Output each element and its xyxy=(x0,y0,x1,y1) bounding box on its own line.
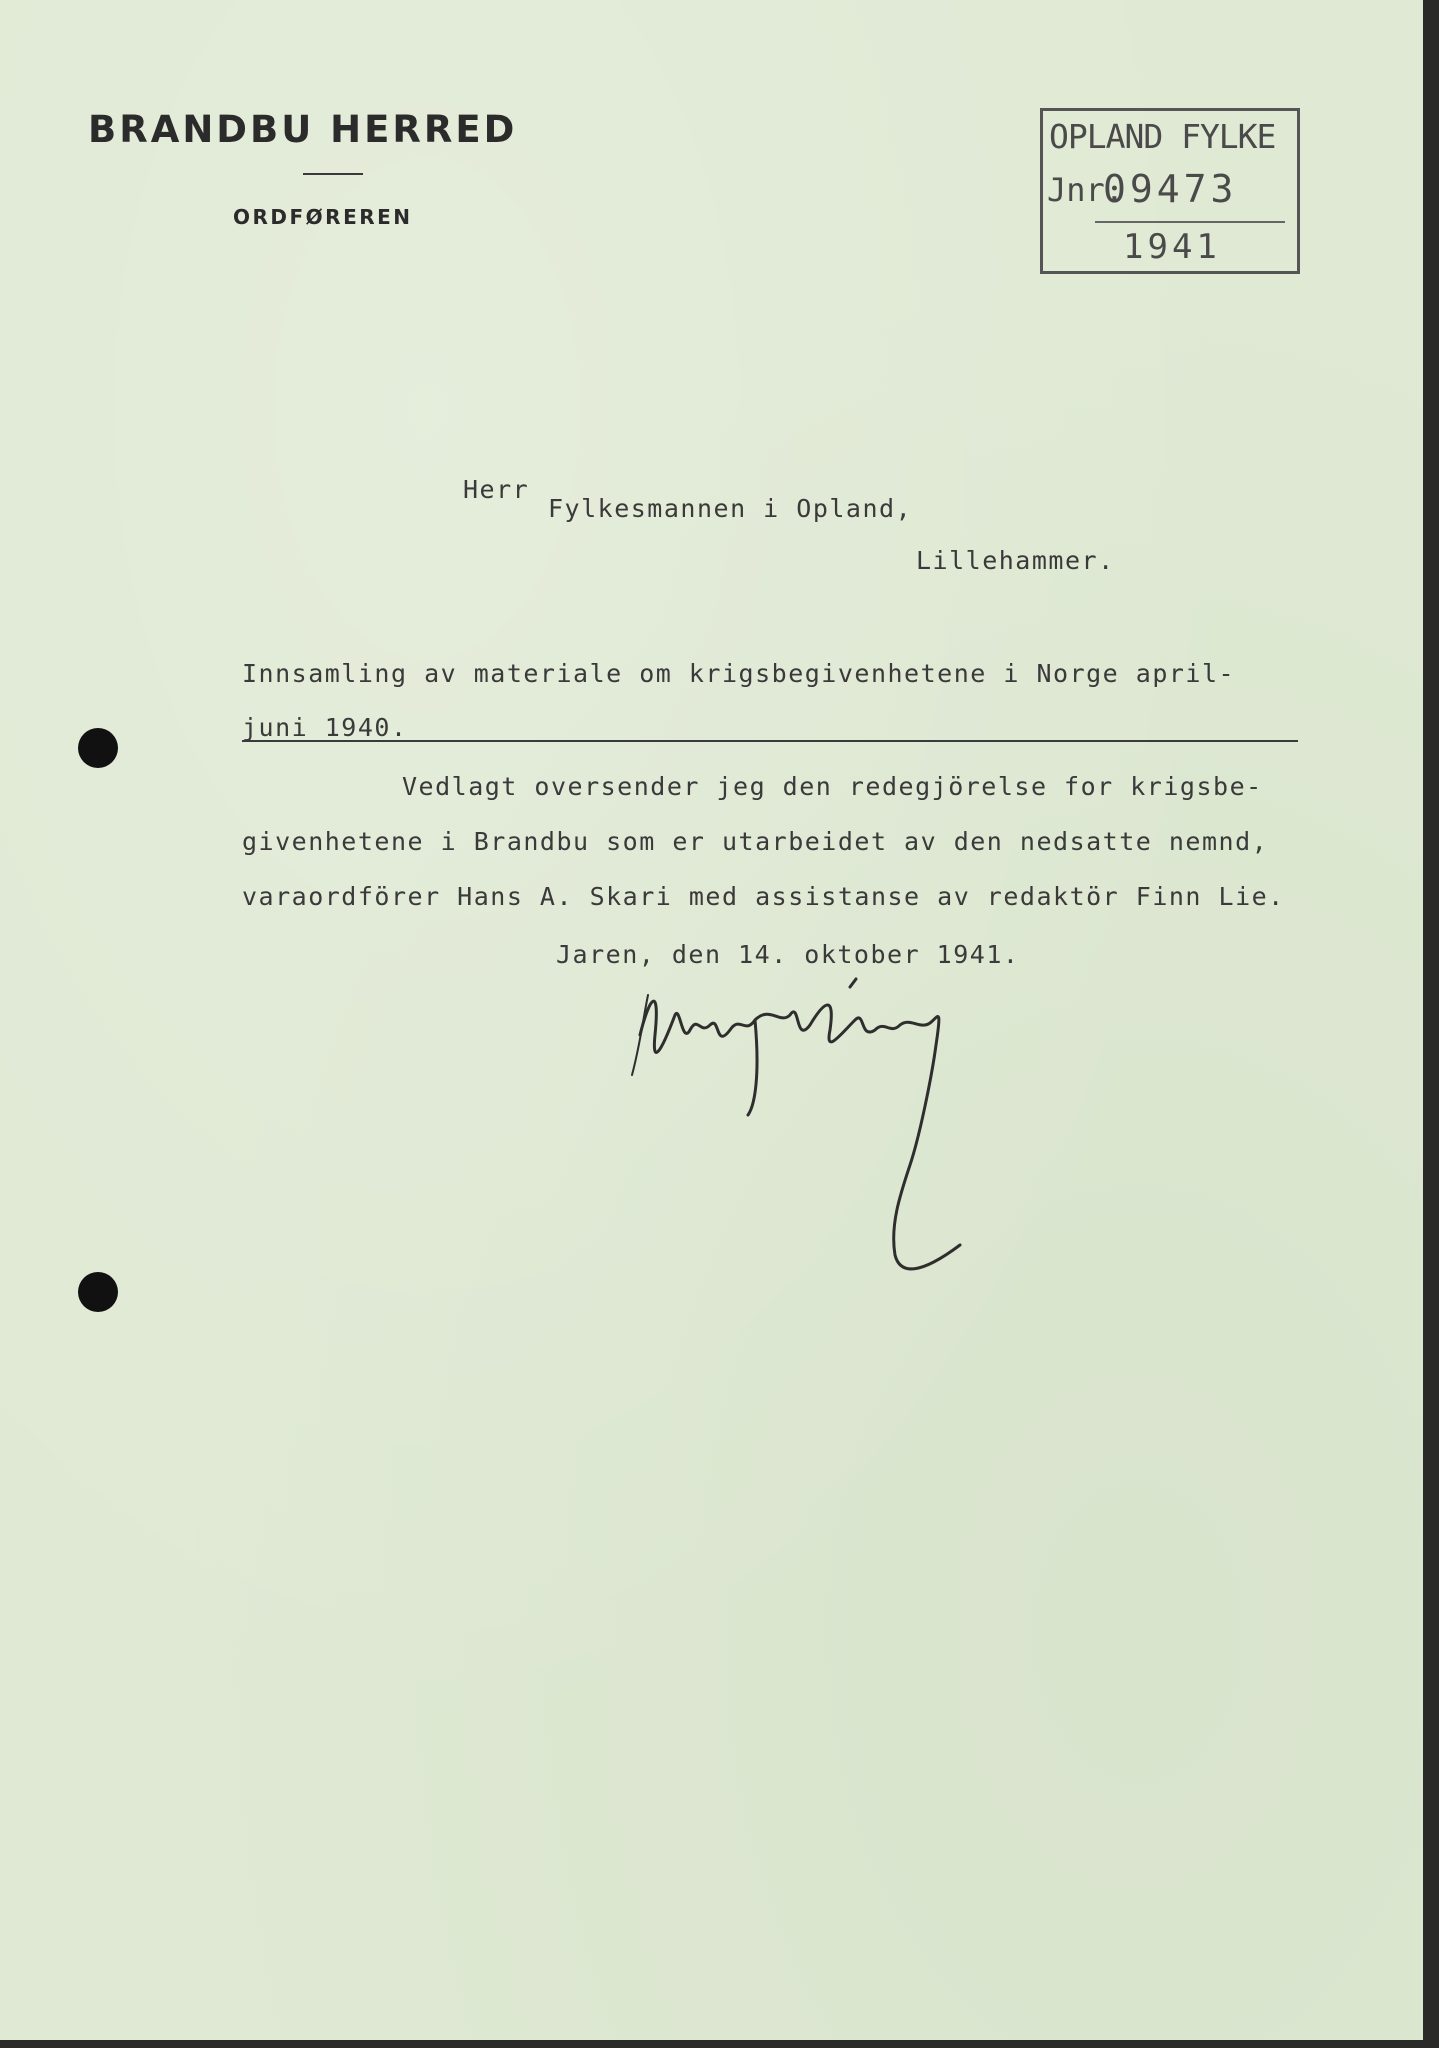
place-date: Jaren, den 14. oktober 1941. xyxy=(556,940,1020,969)
stamp-divider xyxy=(1095,221,1285,223)
subject-line-1: Innsamling av materiale om krigsbegivenhetene i Norge april- xyxy=(242,659,1236,688)
letterhead-office: ORDFØREREN xyxy=(233,205,413,229)
stamp-jnr-label: Jnr. xyxy=(1047,171,1125,209)
recipient: Fylkesmannen i Opland, xyxy=(548,494,913,523)
letterhead-name: BRANDBU HERRED xyxy=(88,108,518,151)
body-line-2: givenhetene i Brandbu som er utarbeidet av den nedsatte nemnd, xyxy=(242,827,1269,856)
punch-hole-top xyxy=(78,728,118,768)
salutation: Herr xyxy=(463,475,530,504)
body-line-3: varaordförer Hans A. Skari med assistanse av redaktör Finn Lie. xyxy=(242,882,1285,911)
subject-line-2: juni 1940. xyxy=(242,713,408,742)
stamp-title: OPLAND FYLKE xyxy=(1049,117,1276,156)
subject-underline xyxy=(242,740,1298,742)
letterhead-divider xyxy=(303,173,363,175)
recipient-city: Lillehammer. xyxy=(916,546,1115,575)
punch-hole-bottom xyxy=(78,1272,118,1312)
handwritten-signature xyxy=(620,975,1080,1315)
stamp-jnr-number: 09473 xyxy=(1103,167,1238,211)
body-line-1: Vedlagt oversender jeg den redegjörelse for krigsbe- xyxy=(402,772,1263,801)
registry-stamp xyxy=(1040,108,1300,274)
stamp-year: 1941 xyxy=(1123,227,1221,267)
